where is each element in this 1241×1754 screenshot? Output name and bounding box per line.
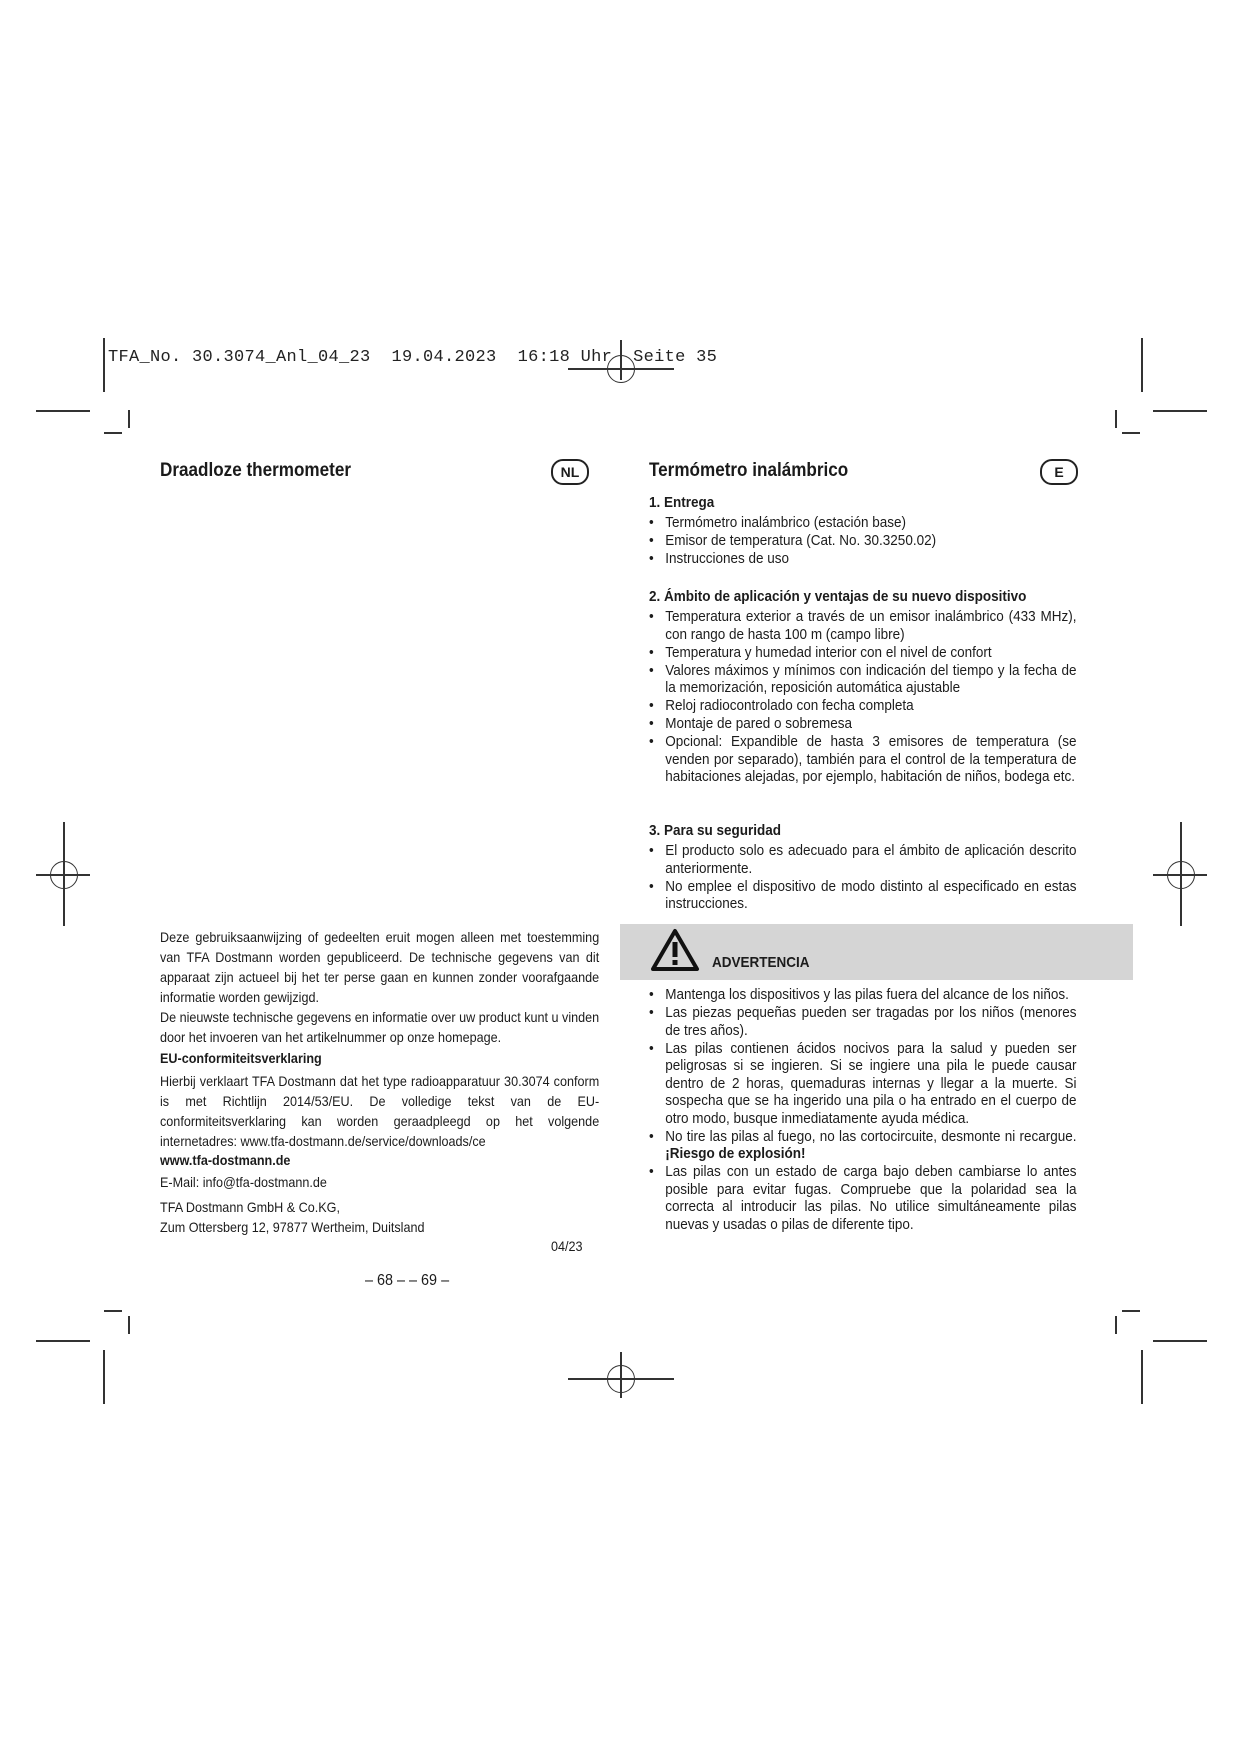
list-item: • Montaje de pared o sobremesa	[649, 715, 1077, 733]
list-item: • Emisor de temperatura (Cat. No. 30.3250.02)	[649, 532, 1077, 550]
list-item: • Las pilas con un estado de carga bajo deben cambiarse lo antes posible para evitar fugas. Compruebe que la polaridad sea la correcta al introducir las pilas. No utilice simultáneamente pilas nuevas y usadas o pilas de diferente tipo.	[649, 1163, 1077, 1233]
section-2-list	[649, 608, 1077, 786]
website-link[interactable]: www.tfa-dostmann.de	[160, 1152, 291, 1168]
page-numbers: – 68 – – 69 –	[365, 1272, 450, 1289]
language-badge-nl: NL	[551, 459, 589, 485]
list-item: • Las piezas pequeñas pueden ser tragadas por los niños (menores de tres años).	[649, 1004, 1077, 1039]
section-3-list	[649, 842, 1077, 913]
company-name: TFA Dostmann GmbH & Co.KG,	[160, 1199, 340, 1215]
latest-info-paragraph: De nieuwste technische gegevens en informatie over uw product kunt u vinden door het invoeren van het artikelnummer op onze homepage.	[160, 1009, 600, 1045]
warning-label: ADVERTENCIA	[712, 954, 810, 971]
list-item: • Valores máximos y mínimos con indicación del tiempo y la fecha de la memorización, reposición automática ajustable	[649, 662, 1077, 697]
list-item: • Mantenga los dispositivos y las pilas fuera del alcance de los niños.	[649, 986, 1077, 1004]
list-item: • Instrucciones de uso	[649, 550, 1077, 568]
list-item	[649, 1128, 1077, 1163]
list-item: • Las pilas contienen ácidos nocivos para la salud y pueden ser peligrosas si se ingieren. Si se ingiere una pila le puede causar dentro de 2 horas, quemaduras internas y llegar a la muerte. Si sospecha que se ha ingerido una pila o ha entrado en el cuerpo de otro modo, busque inmediatamente ayuda médica.	[649, 1040, 1077, 1128]
company-address: Zum Ottersberg 12, 97877 Wertheim, Duitsland	[160, 1219, 425, 1235]
list-item: • Reloj radiocontrolado con fecha completa	[649, 697, 1077, 715]
section-1-title: 1. Entrega	[649, 494, 715, 511]
list-item: • El producto solo es adecuado para el ámbito de aplicación descrito anteriormente.	[649, 842, 1077, 877]
list-item: • Termómetro inalámbrico (estación base)	[649, 514, 1077, 532]
page-title-es: Termómetro inalámbrico	[649, 460, 849, 481]
email-address[interactable]: E-Mail: info@tfa-dostmann.de	[160, 1174, 327, 1190]
copyright-paragraph: Deze gebruiksaanwijzing of gedeelten eruit mogen alleen met toestemming van TFA Dostmann worden gepubliceerd. De technische gegevens van dit apparaat zijn actueel bij het ter perse gaan en kunnen zonder voorafgaande informatie worden gewijzigd.	[160, 929, 600, 1005]
eu-conformity-title: EU-conformiteitsverklaring	[160, 1050, 322, 1066]
language-badge-es: E	[1040, 459, 1078, 485]
explosion-risk-text: ¡Riesgo de explosión!	[665, 1145, 806, 1162]
list-item: • Temperatura y humedad interior con el nivel de confort	[649, 644, 1077, 662]
section-2-title: 2. Ámbito de aplicación y ventajas de su nuevo dispositivo	[649, 588, 1027, 605]
list-item: • Temperatura exterior a través de un emisor inalámbrico (433 MHz), con rango de hasta 100 m (campo libre)	[649, 608, 1077, 643]
version-code: 04/23	[551, 1238, 583, 1254]
fire-warning-text: No tire las pilas al fuego, no las cortocircuite, desmonte ni recargue.	[665, 1127, 1077, 1145]
warning-list	[649, 986, 1077, 1234]
section-1-list	[649, 514, 1077, 568]
section-3-title: 3. Para su seguridad	[649, 822, 782, 839]
page-title-nl: Draadloze thermometer	[160, 460, 352, 481]
copyright-notice	[160, 927, 599, 1047]
warning-triangle-icon	[650, 928, 700, 972]
print-slug: TFA_No. 30.3074_Anl_04_23 19.04.2023 16:18 Uhr Seite 35	[108, 348, 718, 367]
list-item: • Opcional: Expandible de hasta 3 emisores de temperatura (se venden por separado), también para el control de la temperatura de habitaciones alejadas, por ejemplo, habitación de niños, bodega etc.	[649, 733, 1077, 786]
eu-conformity-text: Hierbij verklaart TFA Dostmann dat het type radioapparatuur 30.3074 conform is met Richtlijn 2014/53/EU. De volledige tekst van de EU-conformiteitsverklaring kan worden geraadpleegd op het volgende internetadres: www.tfa-dostmann.de/service/downloads/ce	[160, 1073, 600, 1149]
list-item: • No emplee el dispositivo de modo distinto al especificado en estas instrucciones.	[649, 878, 1077, 913]
